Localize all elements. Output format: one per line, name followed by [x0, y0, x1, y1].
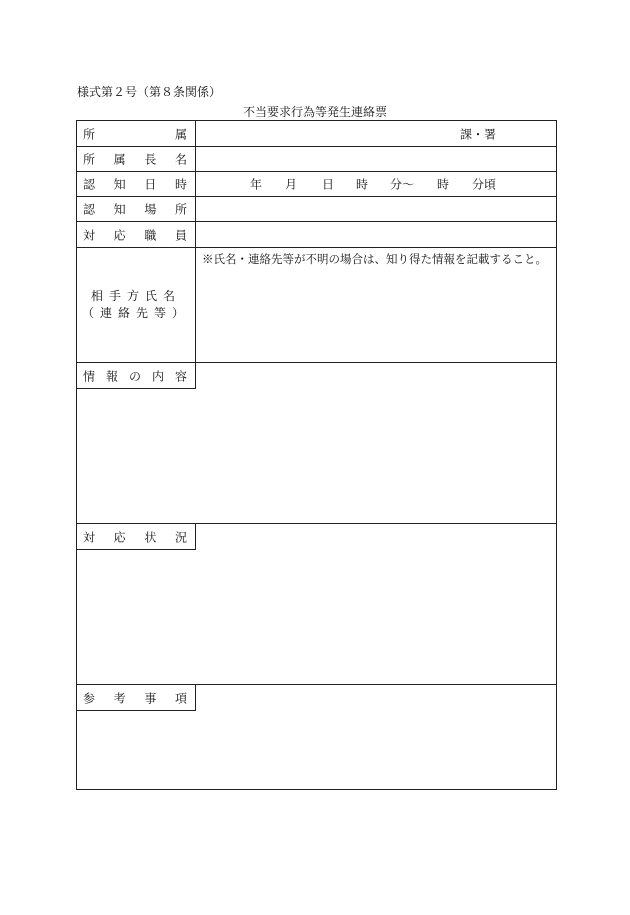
label-char: 況: [174, 530, 187, 544]
counterpart-name-note: ※氏名・連絡先等が不明の場合は、知り得た情報を記載すること。: [202, 252, 547, 266]
department-label: [83, 125, 187, 142]
department-head-field[interactable]: [196, 147, 556, 171]
response-status-field[interactable]: [196, 524, 556, 684]
label-char: 報: [105, 369, 118, 383]
label-char: 対: [83, 228, 96, 242]
label-char: 場: [144, 202, 157, 217]
row-department-head: [77, 147, 556, 172]
information-content-label: [83, 367, 187, 384]
label-char: 属: [113, 152, 126, 167]
label-char: 状: [144, 530, 157, 544]
minute-from-unit: 分～: [390, 177, 415, 192]
responding-staff-field[interactable]: [196, 222, 556, 247]
recognized-datetime-label: [83, 176, 187, 193]
response-status-label: [83, 528, 187, 545]
row-counterpart-name: [77, 248, 556, 363]
row-recognized-datetime: [77, 172, 556, 197]
counterpart-name-label: [81, 288, 191, 322]
responding-staff-label: [83, 226, 187, 243]
label-char: 項: [174, 691, 187, 705]
label-char: 内: [151, 369, 164, 383]
information-content-label-cell: [77, 363, 196, 389]
label-char: 考: [113, 691, 126, 705]
label-char: 長: [144, 152, 157, 167]
label-char: 認: [83, 177, 96, 192]
label-char: 参: [83, 691, 96, 705]
response-status-label-cell: [77, 524, 196, 550]
recognized-place-label: [83, 201, 187, 218]
department-head-label-cell: [77, 147, 196, 171]
counterpart-name-label-line2: （連絡先等）: [81, 306, 190, 320]
month-unit: 月: [285, 177, 298, 192]
row-response-status: [77, 524, 556, 685]
recognized-place-field[interactable]: [196, 197, 556, 221]
day-unit: 日: [322, 177, 335, 192]
department-head-label: [83, 151, 187, 168]
label-char: 職: [144, 228, 157, 242]
label-char: 認: [83, 202, 96, 217]
counterpart-name-label-cell: [77, 248, 196, 362]
label-char: の: [128, 369, 141, 383]
department-field[interactable]: [196, 121, 556, 146]
row-recognized-place: [77, 197, 556, 222]
row-department: [77, 121, 556, 147]
label-char: 対: [83, 530, 96, 544]
year-unit: 年: [250, 177, 263, 192]
hour-unit: 時: [356, 177, 369, 192]
reference-items-field[interactable]: [196, 685, 556, 789]
label-char: 応: [113, 530, 126, 544]
recognized-datetime-label-cell: [77, 172, 196, 196]
label-char: 情: [83, 369, 96, 383]
reference-items-label: [83, 689, 187, 706]
department-suffix: 課・署: [459, 127, 496, 141]
label-char: 名: [174, 152, 187, 167]
form-title: 不当要求行為等発生連絡票: [242, 105, 387, 119]
department-label-cell: [77, 121, 196, 146]
label-char: 知: [113, 202, 126, 217]
recognized-place-label-cell: [77, 197, 196, 221]
information-content-field[interactable]: [196, 363, 556, 523]
row-information-content: [77, 363, 556, 524]
label-char: 所: [174, 202, 187, 217]
label-char: 属: [174, 127, 187, 141]
label-char: 所: [83, 127, 96, 141]
row-reference-items: [77, 685, 556, 789]
responding-staff-label-cell: [77, 222, 196, 247]
recognized-datetime-field[interactable]: [196, 172, 556, 196]
minute-to-unit: 分頃: [472, 177, 497, 192]
label-char: 員: [174, 228, 187, 242]
label-char: 知: [113, 177, 126, 192]
counterpart-name-field[interactable]: [196, 248, 556, 362]
row-responding-staff: [77, 222, 556, 248]
label-char: 事: [144, 691, 157, 705]
label-char: 所: [83, 152, 96, 167]
reference-items-label-cell: [77, 685, 196, 711]
label-char: 日: [144, 177, 157, 192]
label-char: 応: [113, 228, 126, 242]
report-form-table: [76, 120, 557, 790]
label-char: 時: [174, 177, 187, 192]
counterpart-name-label-line1: 相手方氏名: [90, 289, 181, 303]
label-char: 容: [174, 369, 187, 383]
hour-to-unit: 時: [437, 177, 450, 192]
form-number: 様式第２号（第８条関係）: [77, 85, 222, 99]
